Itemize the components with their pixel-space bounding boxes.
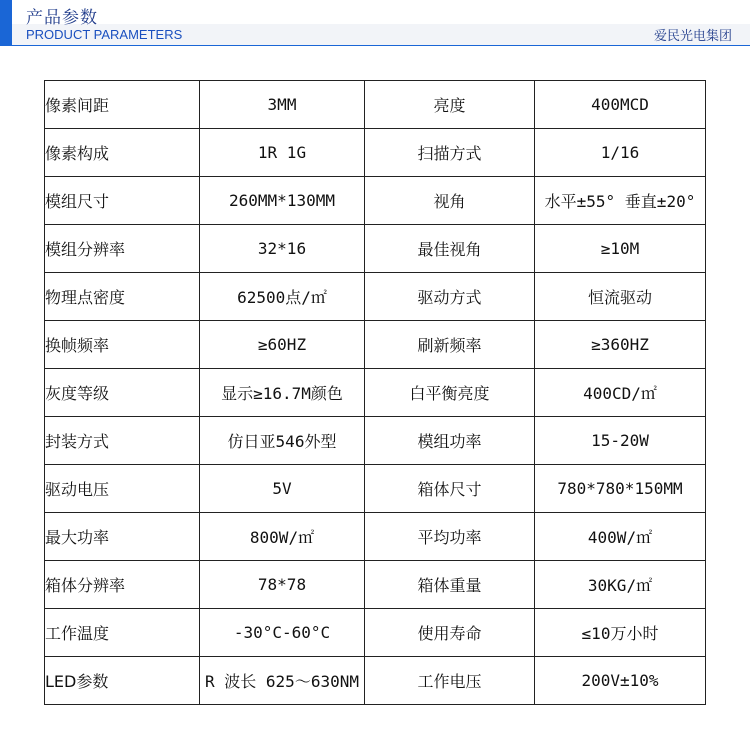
param-label: 换帧频率 [45,321,200,369]
param-value: 30KG/㎡ [535,561,706,609]
param-label: 物理点密度 [45,273,200,321]
table-row [45,561,706,609]
param-value: 400CD/㎡ [535,369,706,417]
table-row [45,225,706,273]
param-value: 400MCD [535,81,706,129]
header-accent-bar [0,0,12,46]
table-row [45,273,706,321]
table-row [45,609,706,657]
param-label: 工作温度 [45,609,200,657]
param-value: 62500点/㎡ [200,273,365,321]
param-label: 最大功率 [45,513,200,561]
param-value: 3MM [200,81,365,129]
table-row [45,657,706,705]
param-value: -30°C-60°C [200,609,365,657]
param-label: 扫描方式 [365,129,535,177]
param-label: 模组功率 [365,417,535,465]
param-label: 箱体重量 [365,561,535,609]
param-value: 水平±55° 垂直±20° [535,177,706,225]
param-label: LED参数 [45,657,200,705]
table-row [45,81,706,129]
param-value: 1/16 [535,129,706,177]
param-label: 箱体分辨率 [45,561,200,609]
table-row [45,513,706,561]
parameters-table-body [45,81,706,705]
param-value: 5V [200,465,365,513]
table-row [45,417,706,465]
param-label: 驱动方式 [365,273,535,321]
param-value: 32*16 [200,225,365,273]
section-title: 产品参数 [26,8,98,28]
table-row [45,321,706,369]
param-value: 仿日亚546外型 [200,417,365,465]
param-value: 显示≥16.7M颜色 [200,369,365,417]
param-label: 工作电压 [365,657,535,705]
param-label: 模组尺寸 [45,177,200,225]
param-value: 恒流驱动 [535,273,706,321]
table-row [45,129,706,177]
param-label: 灰度等级 [45,369,200,417]
param-label: 封装方式 [45,417,200,465]
table-row [45,465,706,513]
param-label: 使用寿命 [365,609,535,657]
param-value: R 波长 625～630NM [200,657,365,705]
param-value: 260MM*130MM [200,177,365,225]
param-value: 200V±10% [535,657,706,705]
param-label: 亮度 [365,81,535,129]
parameters-table [44,80,706,705]
param-value: ≥360HZ [535,321,706,369]
param-label: 像素间距 [45,81,200,129]
header-divider [12,45,750,46]
section-header [0,0,750,46]
company-name: 爱民光电集团 [653,29,732,44]
param-value: 1R 1G [200,129,365,177]
param-label: 视角 [365,177,535,225]
param-label: 白平衡亮度 [365,369,535,417]
param-label: 驱动电压 [45,465,200,513]
section-subtitle: PRODUCT PARAMETERS [26,27,183,42]
param-value: ≥60HZ [200,321,365,369]
param-label: 像素构成 [45,129,200,177]
param-label: 箱体尺寸 [365,465,535,513]
table-row [45,177,706,225]
param-value: 78*78 [200,561,365,609]
param-label: 刷新频率 [365,321,535,369]
param-value: 780*780*150MM [535,465,706,513]
param-value: 400W/㎡ [535,513,706,561]
param-value: ≤10万小时 [535,609,706,657]
param-label: 最佳视角 [365,225,535,273]
param-label: 模组分辨率 [45,225,200,273]
table-row [45,369,706,417]
param-value: 15-20W [535,417,706,465]
param-value: 800W/㎡ [200,513,365,561]
param-value: ≥10M [535,225,706,273]
param-label: 平均功率 [365,513,535,561]
